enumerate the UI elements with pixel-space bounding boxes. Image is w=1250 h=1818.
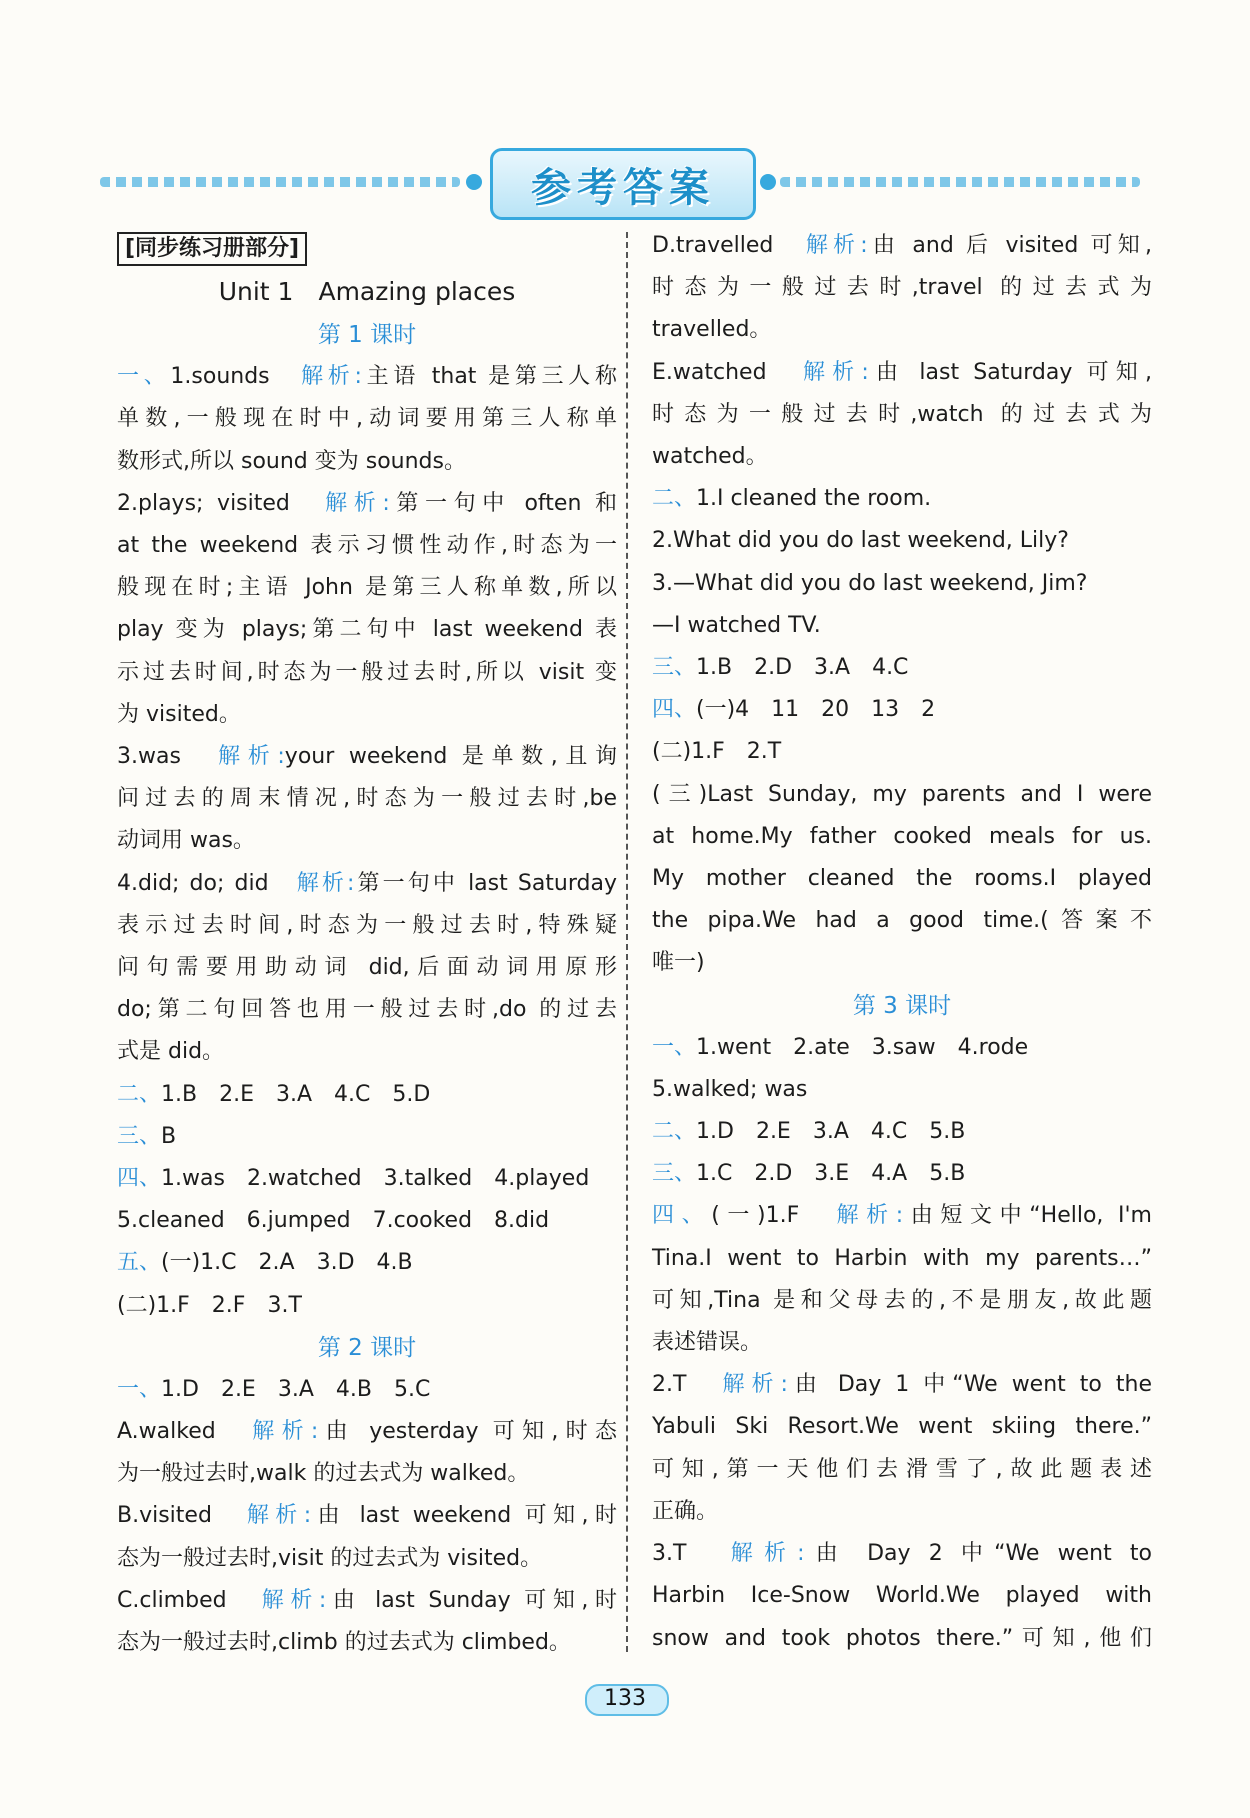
column-divider [626,232,628,1652]
answer-line [652,1238,1152,1280]
question-number: 二、 [117,1081,162,1107]
answer-line [652,1322,1152,1364]
answer-text: 表示过去时间,时态为一般过去时,特殊疑 [117,912,617,938]
answer-text: 式是 did。 [117,1039,225,1065]
answer-text: 为一般过去时,walk 的过去式为 walked。 [117,1461,530,1487]
answer-text: 1.sounds [170,364,302,390]
answer-line [652,1491,1152,1533]
answer-line [117,736,617,778]
answer-text: My mother cleaned the rooms.I played [652,866,1152,892]
unit-title: Unit 1 Amazing places [218,277,516,307]
answer-line [117,652,617,694]
answer-line [652,520,1152,562]
answer-text: play 变为 plays;第二句中 last weekend 表 [117,617,617,643]
lesson-heading: 第 3 课时 [852,992,952,1019]
answer-text: Yabuli Ski Resort.We went skiing there.” [652,1414,1152,1440]
answer-line [652,1575,1152,1617]
answer-line [652,1111,1152,1153]
answer-text: 3.was [117,744,219,770]
section-tag-row [117,228,617,270]
answer-text: 问句需要用助动词 did,后面动词用原形 [117,955,617,981]
answer-line [652,774,1152,816]
answer-text: 1.was 2.watched 3.talked 4.played [161,1166,590,1192]
header-title-box [490,148,756,220]
analysis-text: 由 last weekend 可知,时 [311,1503,617,1529]
answer-line [652,1406,1152,1448]
answer-text: 问过去的周末情况,时态为一般过去时,be [117,786,617,812]
analysis-label: 解析: [805,233,868,258]
answer-line [652,816,1152,858]
answer-text: snow and took photos there.”可知,他们 [652,1625,1152,1651]
answer-line [652,1364,1152,1406]
answer-text: E.watched [652,359,803,385]
answer-text: (三)Last Sunday, my parents and I were [652,781,1152,807]
analysis-label: 解析: [301,364,362,390]
page-number-badge [570,1680,680,1716]
answer-text: 2.plays; visited [117,490,326,516]
answer-text: Tina.I went to Harbin with my parents…” [652,1245,1152,1271]
answer-text: C.climbed [117,1587,262,1613]
analysis-text: 第一句中 often 和 [389,490,617,516]
answer-text: —I watched TV. [652,612,821,638]
answer-text: (二)1.F 2.F 3.T [117,1292,302,1318]
analysis-label: 解析: [296,870,355,896]
lesson-heading: 第 2 课时 [317,1334,417,1361]
lesson-heading: 第 1 课时 [317,322,417,349]
answer-text: D.travelled [652,233,806,258]
answer-line [117,863,617,905]
answer-text: A.walked [117,1419,253,1445]
answer-text: 1.B 2.D 3.A 4.C [696,655,909,681]
answer-line [117,1116,617,1158]
answer-line [117,483,617,525]
analysis-label: 解析: [325,490,390,516]
answer-line [652,605,1152,647]
header-right-dashes [780,177,1140,187]
question-number: 四、 [652,697,697,723]
answer-text: 表述错误。 [652,1330,763,1356]
answer-line [117,609,617,651]
answer-text: 正确。 [652,1498,719,1524]
question-number: 五、 [117,1250,162,1276]
answer-text: (一)1.F [711,1203,837,1229]
analysis-text: 第一句中 last Saturday [354,870,617,896]
answer-text: 般现在时;主语 John 是第三人称单数,所以 [117,575,617,601]
answer-line [652,225,1152,267]
answer-line [117,567,617,609]
answer-line [117,1158,617,1200]
header-left-dot [466,174,482,190]
answer-line [117,778,617,820]
answer-text: 1.I cleaned the room. [696,486,932,512]
answer-text: 为 visited。 [117,701,241,727]
answer-line [652,1027,1152,1069]
answer-text: 单数,一般现在时中,动词要用第三人称单 [117,406,617,432]
analysis-text: 由短文中“Hello, I'm [903,1203,1152,1229]
answer-line [652,1153,1152,1195]
answer-text: 动词用 was。 [117,828,255,854]
answer-text: 时态为一般过去时,travel 的过去式为 [652,275,1152,301]
page-number: 133 [604,1685,646,1711]
answer-line [117,441,617,483]
answer-line [652,563,1152,605]
answer-text: 3.—What did you do last weekend, Jim? [652,570,1088,596]
answer-text: at home.My father cooked meals for us. [652,823,1152,849]
answer-text: Harbin Ice-Snow World.We played with [652,1583,1152,1609]
analysis-text: 由 yesterday 可知,时态 [318,1419,617,1445]
question-number: 一、 [117,1376,162,1402]
analysis-text: 主语 that 是第三人称 [361,364,617,390]
answer-text: (二)1.F 2.T [652,739,782,765]
answer-line [652,352,1152,394]
answer-line [652,309,1152,351]
answer-line [117,1453,617,1495]
answer-line [652,394,1152,436]
answer-line [652,1195,1152,1237]
answer-text: 2.What did you do last weekend, Lily? [652,528,1069,554]
answer-line [117,694,617,736]
answer-text: 数形式,所以 sound 变为 sounds。 [117,448,466,474]
analysis-text: 由 last Saturday 可知, [868,359,1152,385]
answer-text: 4.did; do; did [117,870,297,896]
analysis-label: 解析: [730,1541,805,1567]
answer-text: 5.cleaned 6.jumped 7.cooked 8.did [117,1208,550,1234]
analysis-label: 解析: [722,1372,788,1398]
question-number: 四、 [652,1203,712,1229]
answer-text: 2.T [652,1372,723,1398]
question-number: 三、 [117,1123,162,1149]
answer-text: (一)4 11 20 13 2 [696,697,936,723]
question-number: 四、 [117,1166,162,1192]
answer-line [117,905,617,947]
analysis-text: 由 Day 2 中“We went to [804,1541,1152,1567]
answer-text: 1.D 2.E 3.A 4.C 5.B [696,1119,966,1145]
answer-line [117,356,617,398]
answer-line [652,1280,1152,1322]
answer-line [652,900,1152,942]
answer-line [117,398,617,440]
answer-text: 1.went 2.ate 3.saw 4.rode [696,1034,1029,1060]
answer-line [117,947,617,989]
answer-text: (一)1.C 2.A 3.D 4.B [161,1250,413,1276]
answer-line [652,942,1152,984]
question-number: 三、 [652,655,697,681]
answer-line [652,1449,1152,1491]
analysis-label: 解析: [836,1203,904,1229]
answer-line [117,1074,617,1116]
question-number: 二、 [652,1119,697,1145]
answer-line [117,1622,617,1664]
answer-line [652,1533,1152,1575]
analysis-label: 解析: [261,1587,327,1613]
answer-line [652,731,1152,773]
answer-line [117,1495,617,1537]
answer-text: travelled。 [652,317,772,343]
answer-line [117,1031,617,1073]
header-right-dot [760,174,776,190]
page-title: 参考答案 [531,163,715,211]
analysis-text: your weekend 是单数,且询 [284,744,617,770]
answer-line [117,1411,617,1453]
answer-text: 态为一般过去时,climb 的过去式为 climbed。 [117,1630,571,1656]
answer-text: 示过去时间,时态为一般过去时,所以 visit 变 [117,659,617,685]
answer-line [117,989,617,1031]
answer-text: 3.T [652,1541,731,1567]
answer-text: B [161,1123,177,1149]
analysis-text: 由 and 后 visited 可知, [867,233,1152,258]
answer-line [117,1285,617,1327]
answer-line [117,1538,617,1580]
answer-text: at the weekend 表示习惯性动作,时态为一 [117,533,617,559]
answer-text: 1.B 2.E 3.A 4.C 5.D [161,1081,431,1107]
answer-line [652,436,1152,478]
question-number: 一、 [117,364,171,390]
answer-line [117,1369,617,1411]
answer-line [117,820,617,862]
answer-line [117,1200,617,1242]
analysis-text: 由 last Sunday 可知,时 [326,1587,617,1613]
answer-line [652,1618,1152,1660]
answer-text: 1.D 2.E 3.A 4.B 5.C [161,1376,431,1402]
answer-text: 可知,Tina 是和父母去的,不是朋友,故此题 [652,1287,1152,1313]
answer-line [652,1069,1152,1111]
answer-text: the pipa.We had a good time.(答案不 [652,908,1152,934]
answer-text: B.visited [117,1503,247,1529]
answer-text: do;第二句回答也用一般过去时,do 的过去 [117,997,617,1023]
answer-line [117,1580,617,1622]
analysis-label: 解析: [802,359,869,385]
answer-text: 态为一般过去时,visit 的过去式为 visited。 [117,1545,543,1571]
right-column [652,225,1152,1660]
answer-text: 5.walked; was [652,1076,808,1102]
section-tag: [同步练习册部分] [117,232,307,266]
answer-text: 唯一) [652,950,705,976]
answer-line [117,525,617,567]
answer-line [652,647,1152,689]
question-number: 二、 [652,486,697,512]
header-left-dashes [100,177,460,187]
analysis-text: 由 Day 1 中“We went to the [787,1372,1152,1398]
answer-line [652,267,1152,309]
analysis-label: 解析: [246,1503,312,1529]
answer-text: 可知,第一天他们去滑雪了,故此题表述 [652,1456,1152,1482]
answer-line [652,689,1152,731]
question-number: 一、 [652,1034,697,1060]
answer-line [652,858,1152,900]
answer-text: watched。 [652,444,768,470]
analysis-label: 解析: [218,744,285,770]
answer-text: 时态为一般过去时,watch 的过去式为 [652,401,1152,427]
header-banner [100,146,1140,216]
analysis-label: 解析: [252,1419,319,1445]
answer-text: 1.C 2.D 3.E 4.A 5.B [696,1161,966,1187]
question-number: 三、 [652,1161,697,1187]
left-column [117,228,617,1664]
answer-line [652,478,1152,520]
answer-line [117,1242,617,1284]
